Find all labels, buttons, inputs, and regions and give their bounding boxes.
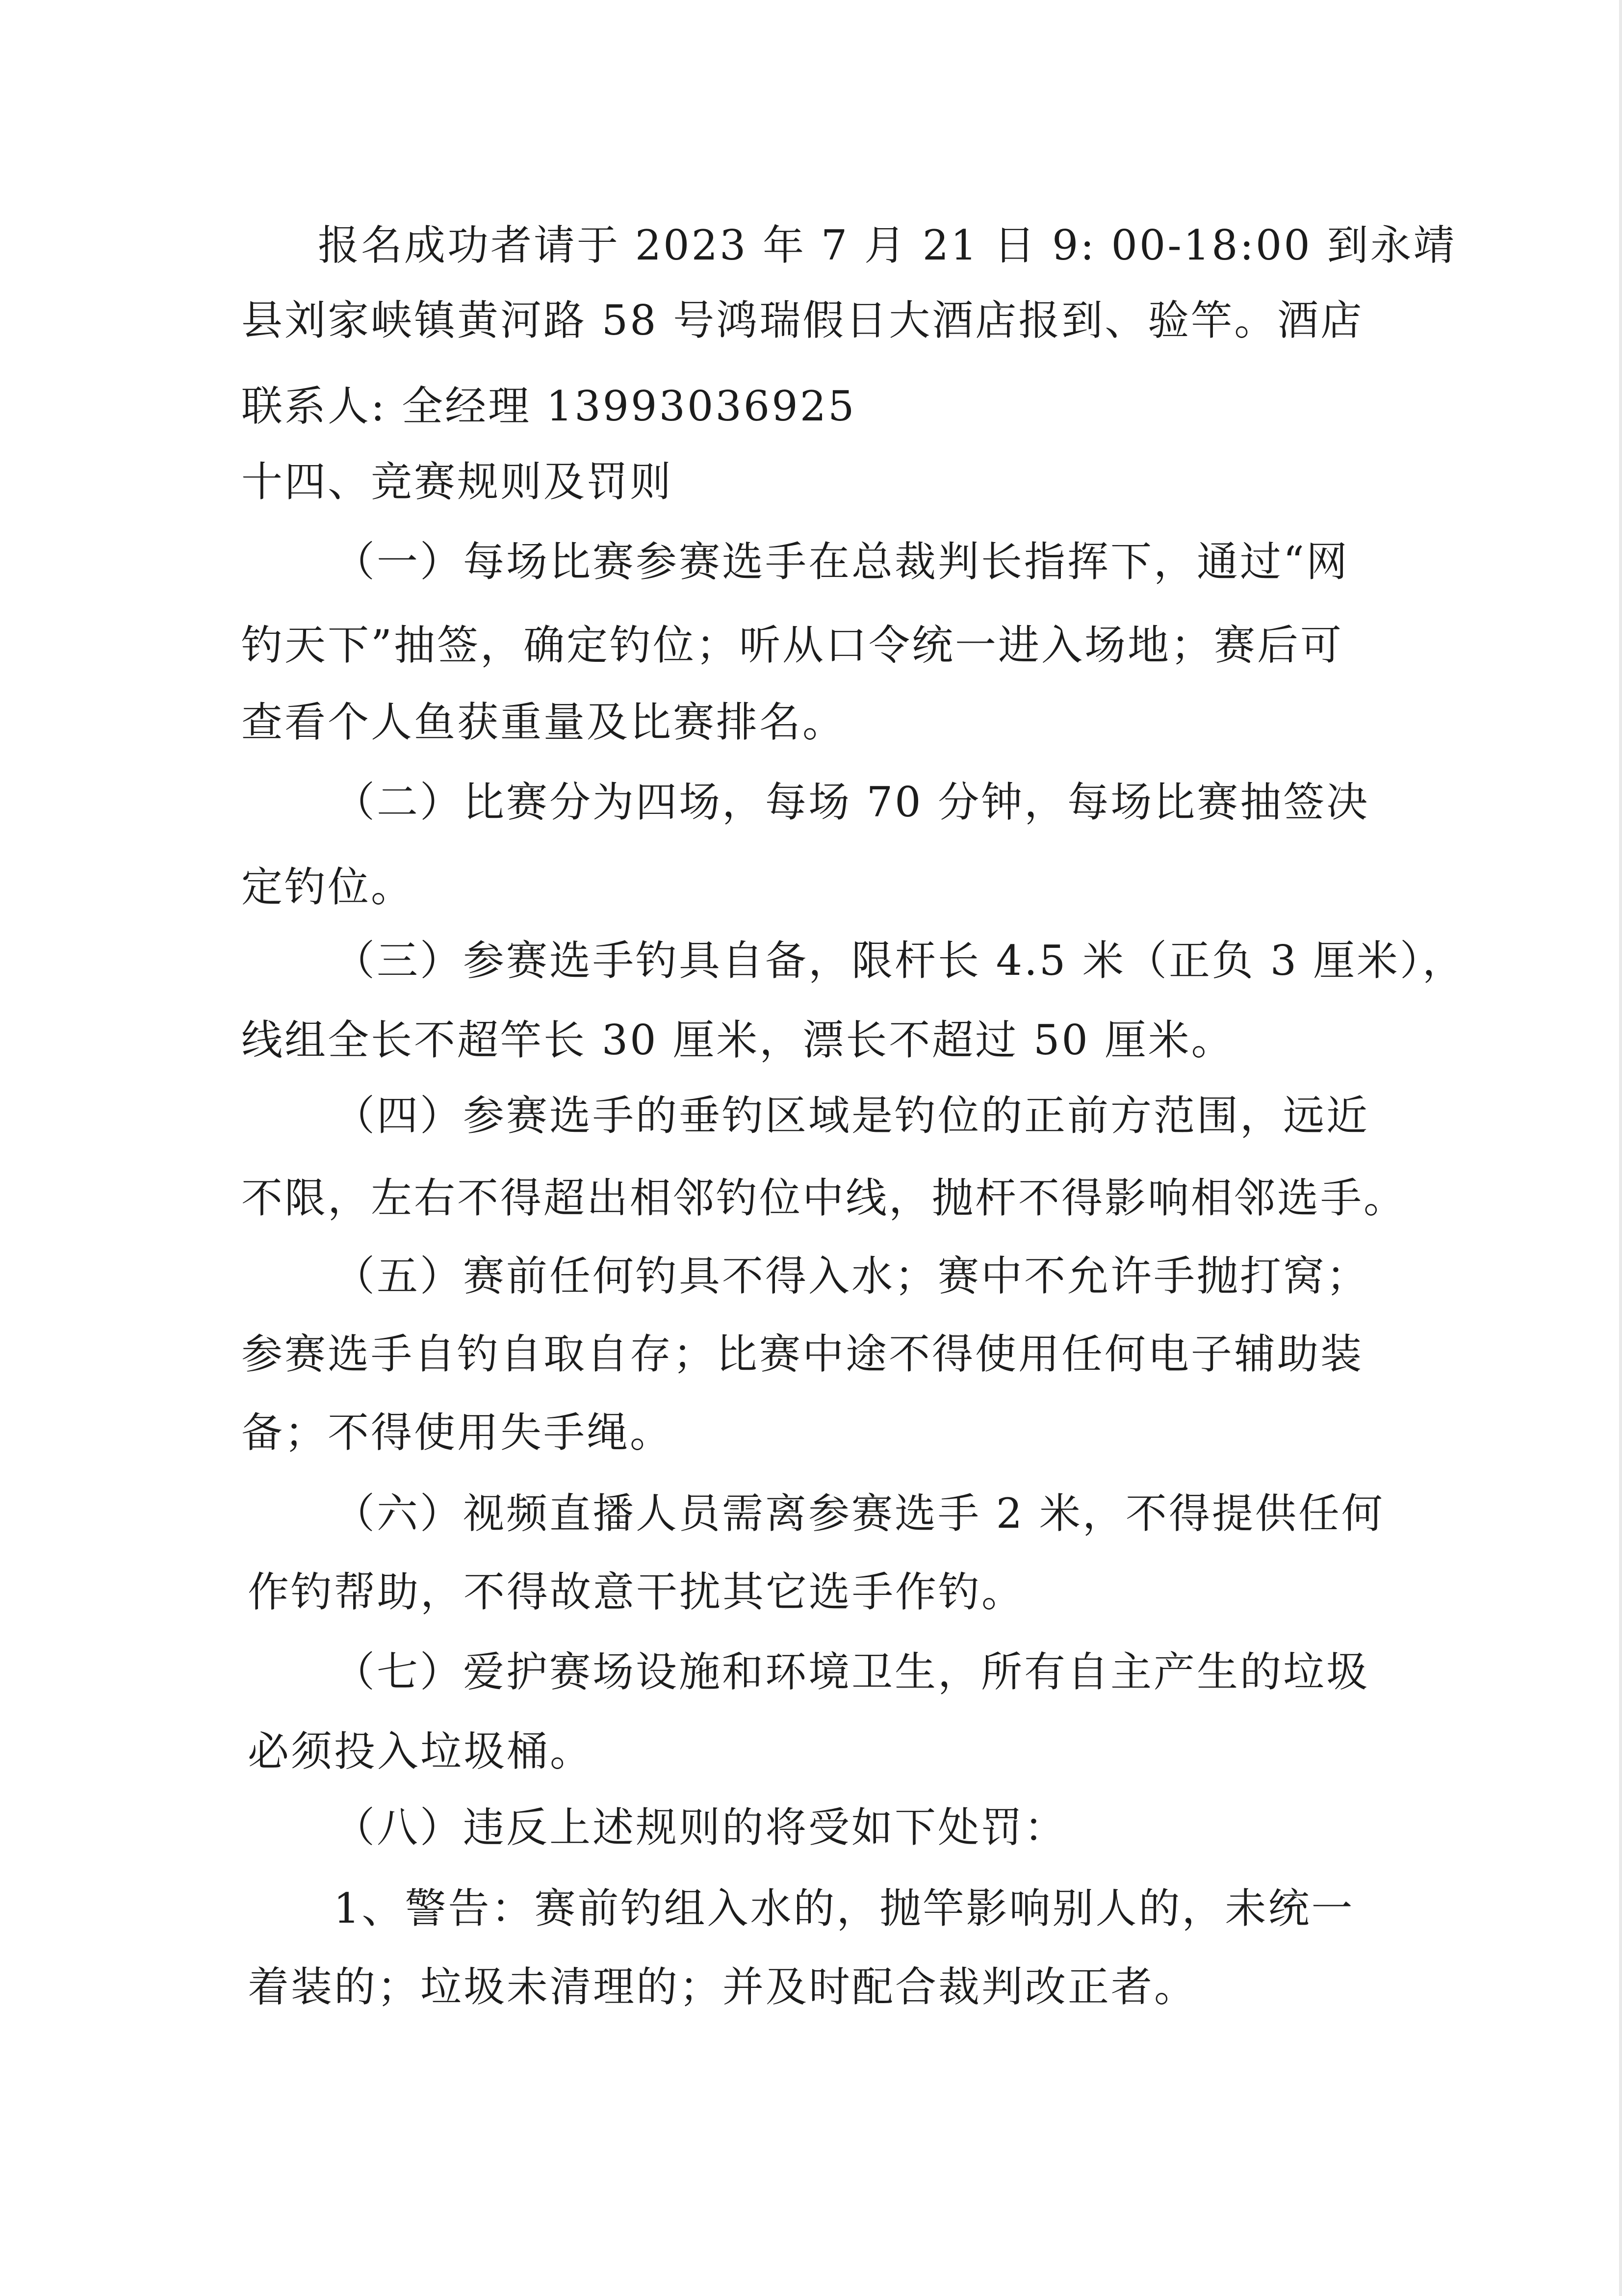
text-line-8: （二）比赛分为四场，每场 70 分钟，每场比赛抽签决 <box>334 778 1370 826</box>
text-line-20: 必须投入垃圾桶。 <box>248 1727 593 1775</box>
text-line-16: 备；不得使用失手绳。 <box>241 1409 673 1457</box>
text-line-23: 着装的；垃圾未清理的；并及时配合裁判改正者。 <box>248 1963 1198 2011</box>
text-line-15: 参赛选手自钓自取自存；比赛中途不得使用任何电子辅助装 <box>241 1330 1364 1378</box>
text-line-3: 联系人: 全经理 13993036925 <box>241 382 856 430</box>
text-line-22: 1、警告：赛前钓组入水的，抛竿影响别人的，未统一 <box>334 1884 1355 1932</box>
text-line-18: 作钓帮助，不得故意干扰其它选手作钓。 <box>248 1568 1025 1616</box>
text-line-17: （六）视频直播人员需离参赛选手 2 米，不得提供任何 <box>334 1489 1385 1538</box>
text-line-10: （三）参赛选手钓具自备，限杆长 4.5 米（正负 3 厘米）， <box>334 937 1466 985</box>
text-line-12: （四）参赛选手的垂钓区域是钓位的正前方范围，远近 <box>334 1092 1370 1140</box>
text-line-9: 定钓位。 <box>241 863 414 911</box>
text-line-14: （五）赛前任何钓具不得入水；赛中不允许手抛打窝； <box>334 1252 1370 1300</box>
scan-edge <box>1619 0 1622 2296</box>
section-heading: 十四、竞赛规则及罚则 <box>241 458 673 506</box>
text-line-6: 钓天下”抽签，确定钓位；听从口令统一进入场地；赛后可 <box>241 621 1343 669</box>
text-line-2: 县刘家峡镇黄河路 58 号鸿瑞假日大酒店报到、验竿。酒店 <box>241 296 1364 344</box>
text-line-7: 查看个人鱼获重量及比赛排名。 <box>241 698 846 746</box>
text-line-1: 报名成功者请于 2023 年 7 月 21 日 9: 00-18:00 到永靖 <box>318 221 1457 269</box>
text-line-21: （八）违反上述规则的将受如下处罚： <box>334 1803 1068 1852</box>
text-line-13: 不限，左右不得超出相邻钓位中线，抛杆不得影响相邻选手。 <box>241 1174 1407 1222</box>
text-line-19: （七）爱护赛场设施和环境卫生，所有自主产生的垃圾 <box>334 1648 1370 1696</box>
text-line-5: （一）每场比赛参赛选手在总裁判长指挥下，通过“网 <box>334 538 1349 586</box>
text-line-11: 线组全长不超竿长 30 厘米，漂长不超过 50 厘米。 <box>241 1016 1235 1064</box>
